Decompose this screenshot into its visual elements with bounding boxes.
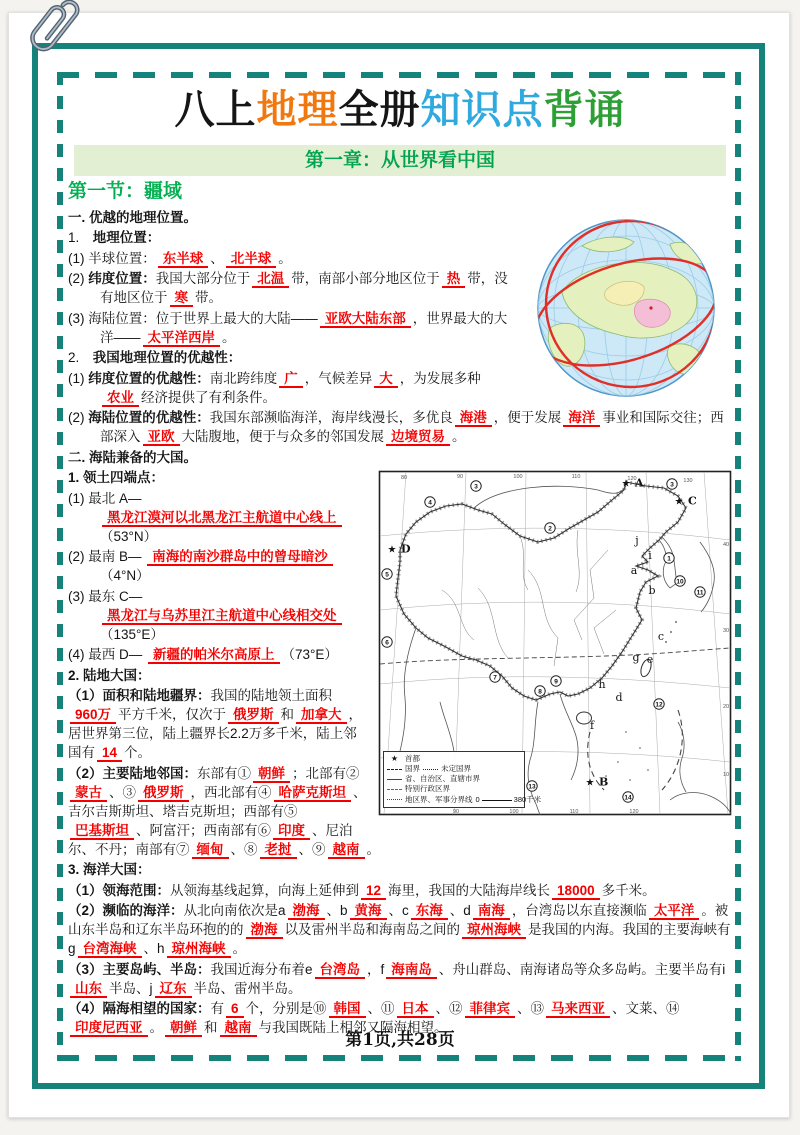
answer-blank: 老挝	[260, 842, 297, 859]
text-segment: 纬度位置：	[88, 271, 156, 287]
text-segment: 、c	[388, 903, 409, 919]
title-segment: 知识点	[420, 86, 544, 133]
map-letter-label: b	[648, 584, 656, 598]
text-segment: 、尼泊尔、不丹；南部有⑦	[68, 822, 353, 857]
capital-star-icon: ★	[390, 754, 399, 764]
text-segment: 。被山东半岛和辽东半岛环抱的的	[68, 903, 729, 938]
answer-blank: 大	[374, 371, 398, 388]
map-letter-label: i	[648, 549, 652, 563]
legend-row-military	[387, 794, 542, 805]
text-segment: 、文莱、⑭	[612, 1001, 680, 1017]
legend-label: 首都	[405, 754, 420, 764]
chapter-banner	[74, 145, 726, 176]
text-segment: 、d	[449, 903, 471, 919]
legend-label: 特别行政区界	[405, 784, 450, 794]
text-segment: 我国东部濒临海洋，海岸线漫长，多优良	[209, 410, 453, 426]
answer-blank: 热	[442, 271, 466, 288]
title-segment: 八上	[174, 86, 257, 133]
text-segment: 个，分别是⑩	[245, 1001, 327, 1017]
answer-blank: 俄罗斯	[228, 707, 279, 724]
map-letter-label: h	[598, 678, 606, 692]
answer-blank: 北温	[252, 271, 289, 288]
answer-blank: 台湾岛	[315, 962, 366, 979]
text-segment: 、吉尔吉斯斯坦、塔吉克斯坦；西部有⑤	[68, 784, 367, 819]
text-segment: ，世界最大的大洋——	[100, 310, 508, 345]
map-circled-number-label: 1	[667, 555, 671, 563]
map-letter-label: j	[635, 534, 639, 548]
text-segment: (1) 最北 A—	[68, 490, 142, 506]
text-segment: (2)	[68, 271, 89, 287]
text-segment: （135°E）	[100, 626, 164, 642]
map-circled-number-label: 14	[624, 794, 632, 802]
text-segment: 。	[149, 1020, 163, 1036]
map-circled-number-label: 8	[538, 688, 542, 696]
text-segment: 半岛、雷州半岛。	[193, 980, 302, 996]
map-grid-tick: 120	[627, 476, 637, 483]
section-heading-label: 第一节：疆域	[68, 180, 183, 202]
text-segment: 南北跨纬度	[209, 370, 278, 386]
text-segment: （1）领海范围：	[68, 882, 171, 898]
text-segment: ，气候差异	[304, 370, 373, 386]
answer-blank: 渤海	[288, 903, 325, 920]
text-segment: （73°E）	[281, 647, 338, 663]
legend-row-sar	[387, 784, 521, 794]
map-star-marker: ★	[674, 496, 684, 508]
text-segment: 、⑫	[435, 1001, 463, 1017]
map-circled-number-label: 12	[655, 701, 663, 709]
map-circled-number-label: 9	[554, 678, 558, 686]
chapter-banner-label: 第一章：从世界看中国	[304, 149, 495, 171]
paragraph	[68, 408, 732, 446]
title-segment: 全册	[338, 86, 421, 133]
map-circled-number-label: 13	[528, 783, 536, 791]
text-segment: （2）濒临的海洋：	[68, 903, 184, 919]
paragraph	[68, 901, 732, 958]
answer-blank: 南海的南沙群岛中的曾母暗沙	[147, 549, 333, 566]
sar-border-line-icon	[387, 789, 402, 790]
globe-beijing-dot	[649, 306, 652, 309]
paragraph	[68, 881, 732, 900]
answer-blank: 蒙古	[70, 785, 107, 802]
map-star-marker: ★	[387, 544, 397, 556]
answer-blank: 北半球	[226, 251, 277, 268]
text-segment: 东部有①	[197, 765, 252, 781]
answer-blank: 琼州海峡	[462, 922, 526, 939]
text-segment: 纬度位置的优越性：	[88, 370, 210, 386]
text-segment: 2. 陆地大国：	[68, 667, 151, 683]
text-segment: 一. 优越的地理位置。	[68, 209, 198, 225]
page-title	[68, 88, 732, 133]
title-segment: 地理	[256, 86, 339, 133]
text-segment: 海陆位置的优越性：	[88, 410, 210, 426]
map-star-marker: ★	[585, 777, 595, 789]
text-segment: 带。	[195, 290, 222, 306]
map-letter-label: g	[632, 651, 640, 665]
map-grid-tick: 90	[452, 809, 460, 816]
answer-blank: 南海	[473, 903, 510, 920]
paperclip-icon	[20, 0, 84, 84]
text-segment: 带，没有地区位于	[100, 271, 508, 306]
map-circled-number-label: 10	[676, 578, 684, 586]
map-grid-tick: 20	[722, 704, 730, 711]
answer-blank: 马来西亚	[546, 1001, 610, 1018]
map-circled-number-label: 3	[474, 483, 478, 491]
legend-row-capital	[387, 754, 521, 764]
answer-blank: 6	[226, 1001, 244, 1018]
map-grid-tick: 110	[569, 809, 579, 816]
answer-blank: 亚欧	[143, 429, 180, 446]
section-part2	[68, 468, 732, 859]
text-segment: 我国近海分布着e	[210, 961, 313, 977]
text-segment: 1.	[68, 230, 93, 246]
text-segment: 带，南部小部分地区位于	[291, 271, 440, 287]
answer-blank: 朝鲜	[165, 1020, 202, 1037]
text-segment: 我国大部分位于	[155, 271, 251, 287]
answer-blank: 台湾海峡	[78, 941, 142, 958]
china-map-figure	[378, 470, 732, 816]
scale-zero: 0	[475, 795, 480, 805]
answer-blank: 960万	[70, 707, 116, 724]
globe-china-region	[634, 299, 670, 327]
answer-blank: 黄海	[350, 903, 387, 920]
answer-blank: 海港	[455, 410, 492, 427]
map-letter-label: d	[615, 691, 623, 705]
map-grid-tick: 130	[683, 478, 693, 485]
map-circled-number-label: 4	[428, 499, 432, 507]
text-segment: 、⑪	[367, 1001, 395, 1017]
title-segment: 背诵	[543, 86, 626, 133]
text-segment: 从北向南依次是a	[183, 903, 286, 919]
text-segment: 半岛、j	[109, 980, 153, 996]
map-star-label: C	[688, 494, 697, 508]
paragraph	[68, 860, 732, 879]
answer-blank: 太平洋	[649, 903, 700, 920]
answer-blank: 巴基斯坦	[70, 823, 134, 840]
answer-blank: 缅甸	[192, 842, 229, 859]
answer-blank: 黑龙江漠河以北黑龙江主航道中心线上	[102, 510, 342, 527]
text-segment: （53°N）	[100, 528, 158, 544]
answer-blank: 韩国	[329, 1001, 366, 1018]
text-segment: ，西北部有④	[190, 784, 272, 800]
text-segment: 地理位置：	[92, 230, 161, 246]
map-circled-number-label: 11	[696, 589, 704, 597]
answer-blank: 黑龙江与乌苏里江主航道中心线相交处	[102, 608, 342, 625]
text-segment: 有	[210, 1001, 225, 1017]
text-segment: (1)	[68, 370, 89, 386]
paragraph	[68, 960, 732, 998]
text-segment: (1) 半球位置：	[68, 250, 156, 266]
map-scale	[476, 795, 542, 805]
text-segment: (3) 最东 C—	[68, 588, 143, 604]
page-footer	[68, 1031, 732, 1050]
answer-blank: 东海	[411, 903, 448, 920]
text-segment: 二. 海陆兼备的大国。	[68, 449, 198, 465]
text-segment: ，为发展多种	[399, 370, 481, 386]
text-segment: （1）面积和陆地疆界：	[68, 688, 211, 704]
legend-label: 省、自治区、直辖市界	[405, 774, 480, 784]
map-grid-tick: 100	[513, 474, 523, 481]
text-segment: ，便于发展	[493, 410, 562, 426]
text-segment: 以及雷州半岛和海南岛之间的	[284, 922, 460, 938]
map-grid-tick: 100	[509, 809, 519, 816]
text-segment: (2)	[68, 410, 89, 426]
legend-label: 未定国界	[441, 764, 471, 774]
legend-row-borders	[387, 764, 521, 774]
text-segment: 我国地理位置的优越性：	[92, 350, 242, 366]
text-segment: 大陆腹地，便于与众多的邻国发展	[181, 429, 384, 445]
text-segment: 1. 领土四端点：	[68, 470, 165, 486]
legend-label: 地区界、军事分界线	[405, 794, 473, 804]
page-number-text: 第1页,共28页	[345, 1030, 455, 1050]
text-segment: 与我国既陆上相邻又隔海相望。	[258, 1020, 448, 1036]
map-grid-tick: 120	[629, 809, 639, 816]
text-segment: 个。	[124, 745, 152, 761]
text-segment: （4）隔海相望的国家：	[68, 1001, 211, 1017]
answer-blank: 山东	[70, 981, 107, 998]
answer-blank: 俄罗斯	[138, 785, 189, 802]
document-content	[68, 84, 732, 1050]
text-segment: 是我国的内海。我国的主要海峡有g	[68, 922, 731, 957]
answer-blank: 农业	[102, 390, 139, 407]
map-star-marker: ★	[621, 478, 631, 490]
text-segment: 、	[210, 250, 224, 266]
answer-blank: 越南	[328, 842, 365, 859]
answer-blank: 越南	[220, 1020, 257, 1037]
text-segment: 、b	[326, 903, 348, 919]
answer-blank: 辽东	[155, 981, 192, 998]
answer-blank: 新疆的帕米尔高原上	[148, 647, 280, 664]
text-segment: 。	[366, 841, 380, 857]
text-segment: 我国的陆地领土面积	[210, 688, 333, 704]
text-segment: 和	[204, 1020, 218, 1036]
text-segment: 、h	[143, 941, 165, 957]
answer-blank: 印度尼西亚	[70, 1020, 148, 1037]
text-segment: 、⑨	[298, 841, 326, 857]
text-segment: 。	[232, 941, 247, 957]
text-segment: 平方千米，仅次于	[118, 707, 227, 723]
map-grid-tick: 10	[722, 772, 730, 779]
answer-blank: 日本	[397, 1001, 434, 1018]
map-letter-label: e	[646, 653, 654, 667]
text-segment: 经济提供了有利条件。	[141, 389, 276, 405]
answer-blank: 寒	[170, 290, 194, 307]
paragraph	[68, 448, 732, 467]
legend-label: 国界	[405, 764, 420, 774]
text-segment: 3. 海洋大国：	[68, 862, 151, 878]
map-letter-label: c	[657, 630, 665, 644]
answer-blank: 加拿大	[296, 707, 347, 724]
text-segment: （2）主要陆地邻国：	[68, 765, 198, 781]
text-segment: ，台湾岛以东直接濒临	[511, 903, 647, 919]
national-border-line-icon	[387, 769, 402, 770]
text-segment: 多千米。	[601, 882, 656, 898]
scale-label: 380千米	[513, 795, 542, 805]
text-segment: 、阿富汗；西南部有⑥	[136, 822, 271, 838]
answer-blank: 太平洋西岸	[143, 330, 221, 347]
dashed-frame-right	[735, 72, 741, 1061]
dashed-frame-left	[57, 72, 63, 1061]
text-segment: （3）主要岛屿、半岛：	[68, 961, 211, 977]
map-grid-tick: 90	[456, 474, 464, 481]
text-segment: 从领海基线起算，向海上延伸到	[170, 882, 360, 898]
map-circled-number-label: 5	[385, 571, 389, 579]
text-segment: 。	[452, 429, 466, 445]
map-grid-tick: 30	[722, 628, 730, 635]
map-grid-tick: 110	[571, 474, 581, 481]
map-grid-tick: 80	[400, 475, 408, 482]
text-segment: 、⑧	[230, 841, 258, 857]
undefined-border-line-icon	[423, 769, 438, 770]
answer-blank: 印度	[273, 823, 310, 840]
answer-blank: 哈萨克斯坦	[274, 785, 352, 802]
text-segment: （4°N）	[100, 568, 150, 584]
map-circled-number-label: 6	[385, 639, 389, 647]
scale-bar	[482, 800, 512, 801]
answer-blank: 18000	[552, 883, 600, 900]
answer-blank: 渤海	[246, 922, 283, 939]
answer-blank: 菲律宾	[465, 1001, 516, 1018]
answer-blank: 东半球	[158, 251, 209, 268]
text-segment: ，居世界第三位，陆上疆界长2.2万多千米，陆上邻国有	[68, 707, 363, 761]
paragraph-group-3	[68, 860, 732, 1037]
map-circled-number-label: 2	[548, 525, 552, 533]
legend-row-province	[387, 774, 521, 784]
map-grid-tick: 40	[722, 542, 730, 549]
text-segment: ，f	[367, 961, 385, 977]
text-segment: (2) 最南 B—	[68, 549, 146, 565]
text-segment: 海里，我国的大陆海岸线长	[388, 882, 551, 898]
map-star-label: D	[401, 542, 411, 556]
text-segment: (4) 最西 D—	[68, 647, 147, 663]
section-heading	[68, 182, 732, 201]
text-segment: 、舟山群岛、南海诸岛等众多岛屿。主要半岛有i	[438, 961, 726, 977]
text-segment: 和	[280, 707, 295, 723]
hemisphere-globe-figure	[522, 216, 732, 400]
text-segment: (3) 海陆位置：位于世界上最大的大陆——	[68, 310, 318, 326]
map-star-label: A	[635, 476, 644, 490]
answer-blank: 14	[97, 745, 122, 762]
text-segment: 事业和国际交往；西部深入	[100, 410, 724, 445]
text-segment: 、③	[109, 784, 136, 800]
map-letter-label: f	[589, 719, 595, 733]
text-segment: 、⑬	[517, 1001, 545, 1017]
text-segment: 。	[222, 329, 236, 345]
section-part3	[68, 860, 732, 1037]
answer-blank: 琼州海峡	[167, 941, 231, 958]
map-star-label: B	[599, 775, 609, 789]
answer-blank: 广	[279, 371, 303, 388]
text-segment: ；北部有②	[292, 765, 360, 781]
map-circled-number-label: 3	[670, 481, 674, 489]
answer-blank: 朝鲜	[253, 766, 290, 783]
map-letter-label: a	[630, 564, 638, 578]
text-segment: 2.	[68, 350, 93, 366]
text-segment: 。	[278, 250, 292, 266]
section-part1	[68, 208, 732, 467]
answer-blank: 亚欧大陆东部	[320, 311, 411, 328]
answer-blank: 边境贸易	[386, 429, 450, 446]
answer-blank: 海南岛	[386, 962, 437, 979]
answer-blank: 12	[361, 883, 386, 900]
map-circled-number-label: 7	[493, 674, 497, 682]
dashed-frame-top	[57, 72, 741, 78]
military-line-icon	[387, 799, 402, 800]
dashed-frame-bottom	[57, 1055, 741, 1061]
answer-blank: 海洋	[563, 410, 600, 427]
province-border-line-icon	[387, 779, 402, 780]
